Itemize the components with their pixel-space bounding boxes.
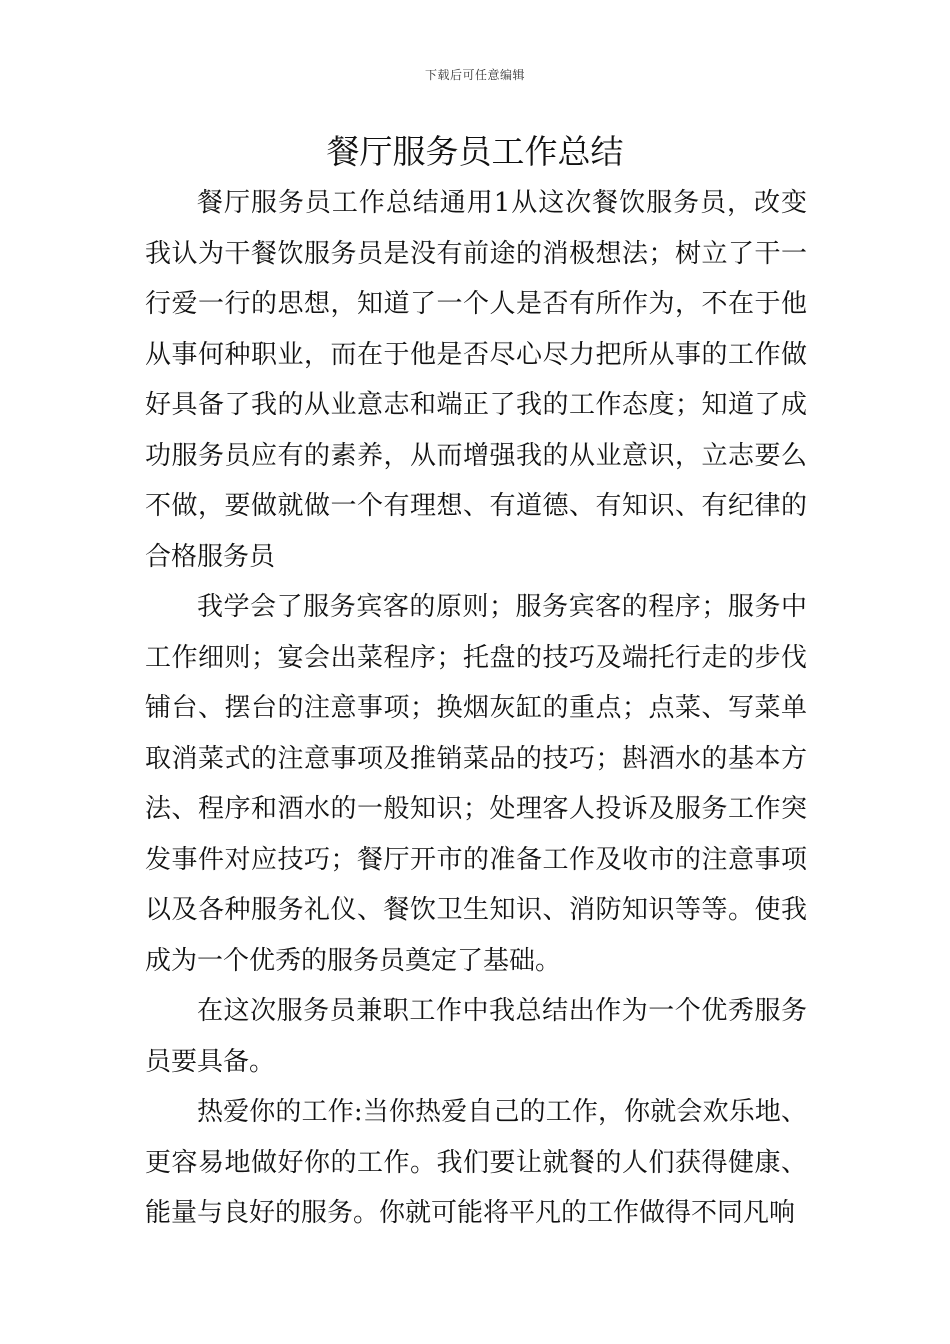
document-title: 餐厅服务员工作总结 bbox=[326, 132, 624, 171]
paragraph-4: 热爱你的工作:当你热爱自己的工作，你就会欢乐地、更容易地做好你的工作。我们要让就餐的人们获得健康、能量与良好的服务。你就可能将平凡的工作做得不同凡响 bbox=[145, 1097, 807, 1228]
header-note: 下载后可任意编辑 bbox=[424, 68, 525, 82]
paragraph-3: 在这次服务员兼职工作中我总结出作为一个优秀服务员要具备。 bbox=[145, 996, 807, 1077]
paragraph-2: 我学会了服务宾客的原则；服务宾客的程序；服务中工作细则；宴会出菜程序；托盘的技巧及端托行走的步伐铺台、摆台的注意事项；换烟灰缸的重点；点菜、写菜单取消菜式的注意事项及推销菜品的技巧；斟酒水的基本方法、程序和酒水的一般知识；处理客人投诉及服务工作突发事件对应技巧；餐厅开市的准备工作及收市的注意事项以及各种服务礼仪、餐饮卫生知识、消防知识等等。使我成为一个优秀的服务员奠定了基础。 bbox=[145, 592, 807, 976]
document-body bbox=[145, 178, 807, 1239]
paragraph-1: 餐厅服务员工作总结通用1从这次餐饮服务员，改变我认为干餐饮服务员是没有前途的消极想法；树立了干一行爱一行的思想，知道了一个人是否有所作为，不在于他从事何种职业，而在于他是否尽心尽力把所从事的工作做好具备了我的从业意志和端正了我的工作态度；知道了成功服务员应有的素养，从而增强我的从业意识，立志要么不做，要做就做一个有理想、有道德、有知识、有纪律的合格服务员 bbox=[145, 188, 807, 572]
